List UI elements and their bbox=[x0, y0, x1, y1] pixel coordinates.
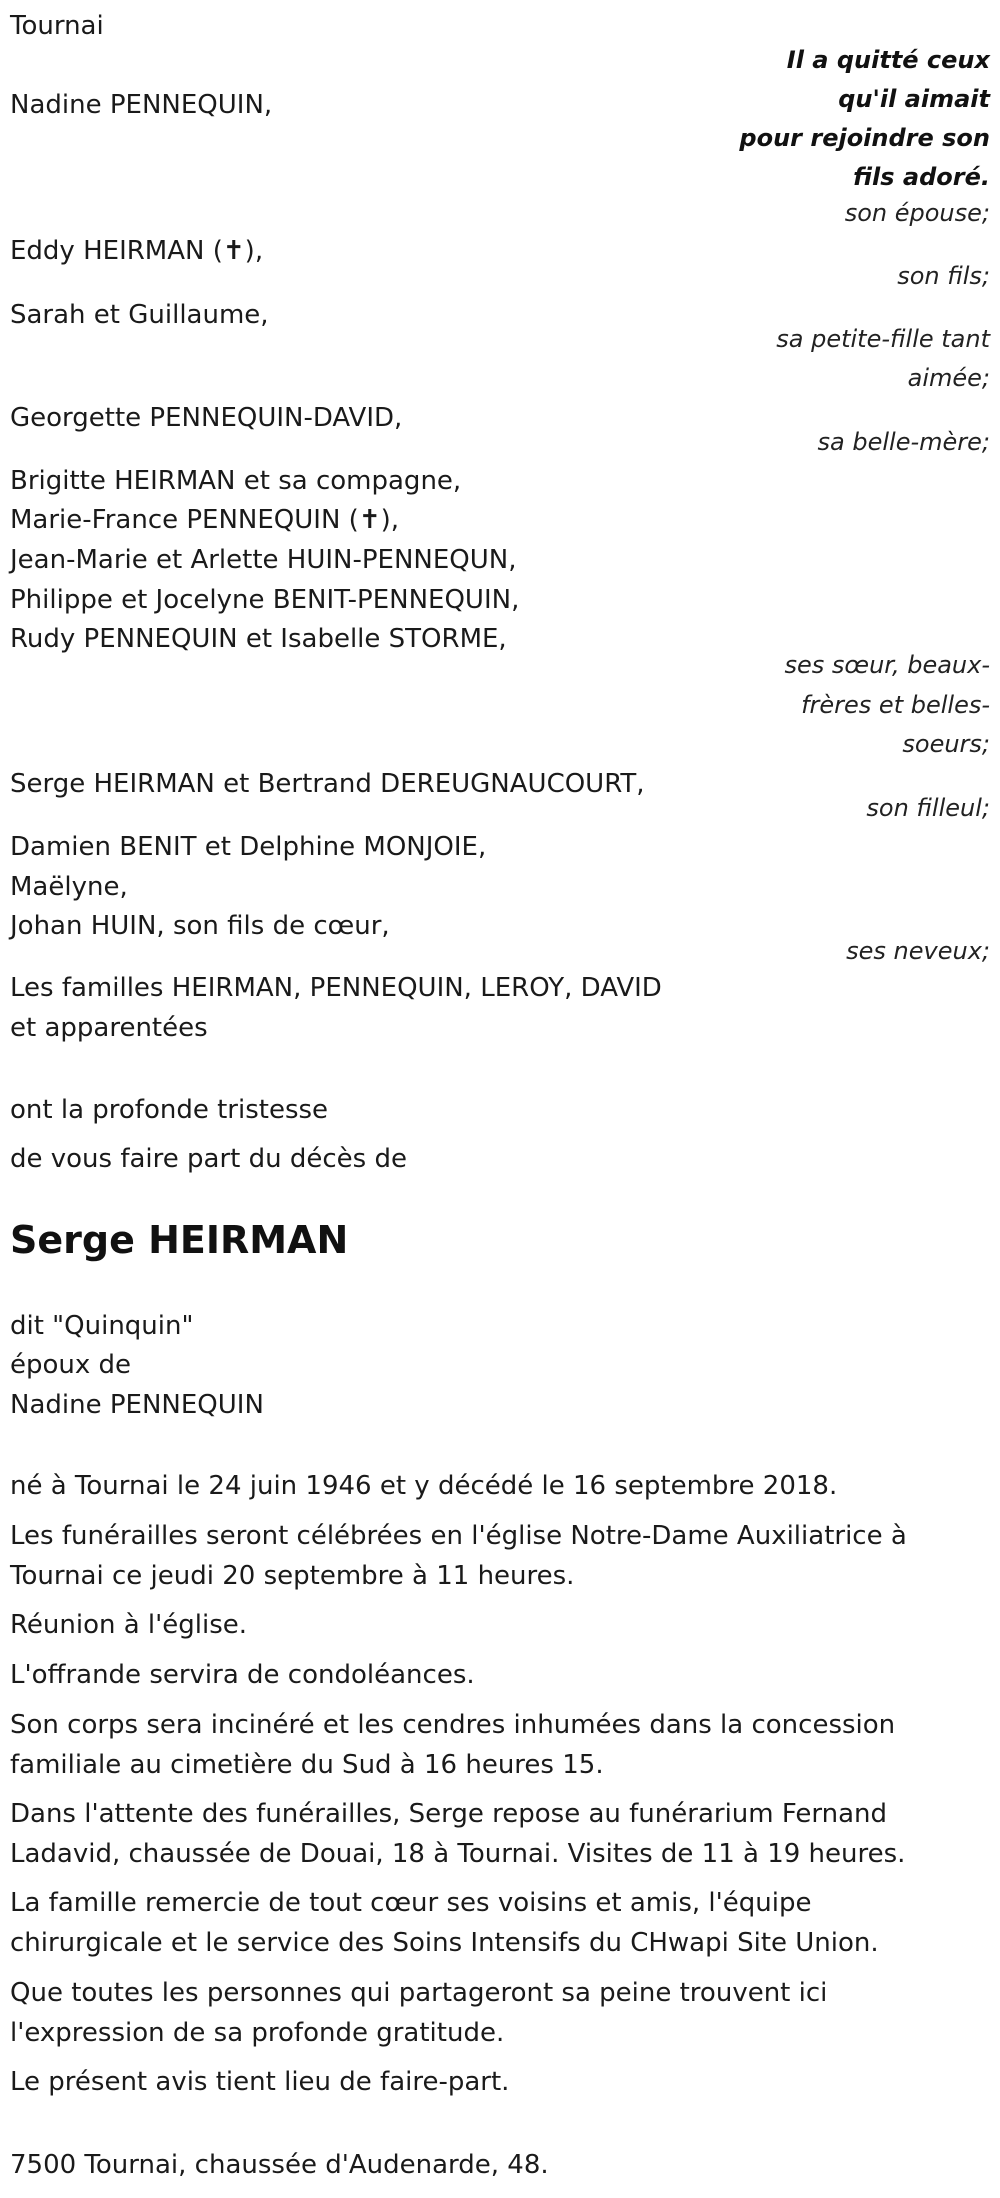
deceased-detail: dit "Quinquin" bbox=[10, 1311, 194, 1341]
announcement-line: ont la profonde tristesse bbox=[10, 1095, 329, 1125]
nephew-line: Johan HUIN, son fils de cœur, bbox=[10, 911, 390, 941]
header-city: Tournai bbox=[10, 11, 104, 41]
body-line: Que toutes les personnes qui partageront sa peine trouvent ici bbox=[10, 1978, 828, 2008]
body-line: L'offrande servira de condoléances. bbox=[10, 1660, 475, 1690]
body-line: Son corps sera incinéré et les cendres inhumées dans la concession bbox=[10, 1710, 896, 1740]
epigraph-line: Il a quitté ceux bbox=[786, 46, 990, 74]
address: 7500 Tournai, chaussée d'Audenarde, 48. bbox=[10, 2150, 549, 2180]
deceased-detail: époux de bbox=[10, 1350, 132, 1380]
body-line: Tournai ce jeudi 20 septembre à 11 heures. bbox=[10, 1561, 575, 1591]
cross-icon: ✝ bbox=[358, 505, 381, 535]
son-name: Eddy HEIRMAN (✝), bbox=[10, 236, 264, 266]
body-line: Dans l'attente des funérailles, Serge repose au funérarium Fernand bbox=[10, 1799, 888, 1829]
nephew-line: Damien BENIT et Delphine MONJOIE, bbox=[10, 832, 487, 862]
grandchildren-names: Sarah et Guillaume, bbox=[10, 300, 269, 330]
godson-role: son filleul; bbox=[866, 794, 990, 822]
body-line: La famille remercie de tout cœur ses voisins et amis, l'équipe bbox=[10, 1888, 812, 1918]
godson-names: Serge HEIRMAN et Bertrand DEREUGNAUCOURT, bbox=[10, 769, 645, 799]
sibling-line: Philippe et Jocelyne BENIT-PENNEQUIN, bbox=[10, 585, 520, 615]
announcement-line: de vous faire part du décès de bbox=[10, 1144, 407, 1174]
siblings-role: soeurs; bbox=[902, 730, 990, 758]
epigraph-line: qu'il aimait bbox=[838, 85, 990, 113]
epigraph-line: pour rejoindre son bbox=[739, 124, 990, 152]
siblings-role: ses sœur, beaux- bbox=[784, 651, 990, 679]
siblings-role: frères et belles- bbox=[801, 691, 990, 719]
body-line: Ladavid, chaussée de Douai, 18 à Tournai. Visites de 11 à 19 heures. bbox=[10, 1839, 906, 1869]
sibling-line: Marie-France PENNEQUIN (✝), bbox=[10, 505, 400, 535]
body-line: familiale au cimetière du Sud à 16 heures 15. bbox=[10, 1750, 604, 1780]
cross-icon: ✝ bbox=[222, 236, 245, 266]
body-line: né à Tournai le 24 juin 1946 et y décédé le 16 septembre 2018. bbox=[10, 1471, 838, 1501]
grandchild-role: aimée; bbox=[907, 364, 990, 392]
body-line: Le présent avis tient lieu de faire-part. bbox=[10, 2067, 510, 2097]
body-line: Réunion à l'église. bbox=[10, 1610, 248, 1640]
mother-in-law-name: Georgette PENNEQUIN-DAVID, bbox=[10, 403, 403, 433]
sibling-line: Rudy PENNEQUIN et Isabelle STORME, bbox=[10, 624, 507, 654]
sibling-line: Jean-Marie et Arlette HUIN-PENNEQUN, bbox=[10, 545, 517, 575]
son-role: son fils; bbox=[897, 262, 990, 290]
families-line: et apparentées bbox=[10, 1013, 208, 1043]
body-line: l'expression de sa profonde gratitude. bbox=[10, 2018, 505, 2048]
nephew-line: Maëlyne, bbox=[10, 872, 128, 902]
deceased-detail: Nadine PENNEQUIN bbox=[10, 1390, 264, 1420]
body-line: chirurgicale et le service des Soins Intensifs du CHwapi Site Union. bbox=[10, 1928, 879, 1958]
wife-role: son épouse; bbox=[844, 199, 990, 227]
families-line: Les familles HEIRMAN, PENNEQUIN, LEROY, DAVID bbox=[10, 973, 662, 1003]
deceased-name: Serge HEIRMAN bbox=[10, 1218, 349, 1262]
nephews-role: ses neveux; bbox=[846, 937, 990, 965]
grandchild-role: sa petite-fille tant bbox=[776, 325, 990, 353]
wife-name: Nadine PENNEQUIN, bbox=[10, 90, 273, 120]
epigraph-line: fils adoré. bbox=[853, 163, 990, 191]
mother-in-law-role: sa belle-mère; bbox=[817, 428, 990, 456]
sibling-line: Brigitte HEIRMAN et sa compagne, bbox=[10, 466, 462, 496]
body-line: Les funérailles seront célébrées en l'église Notre-Dame Auxiliatrice à bbox=[10, 1521, 907, 1551]
